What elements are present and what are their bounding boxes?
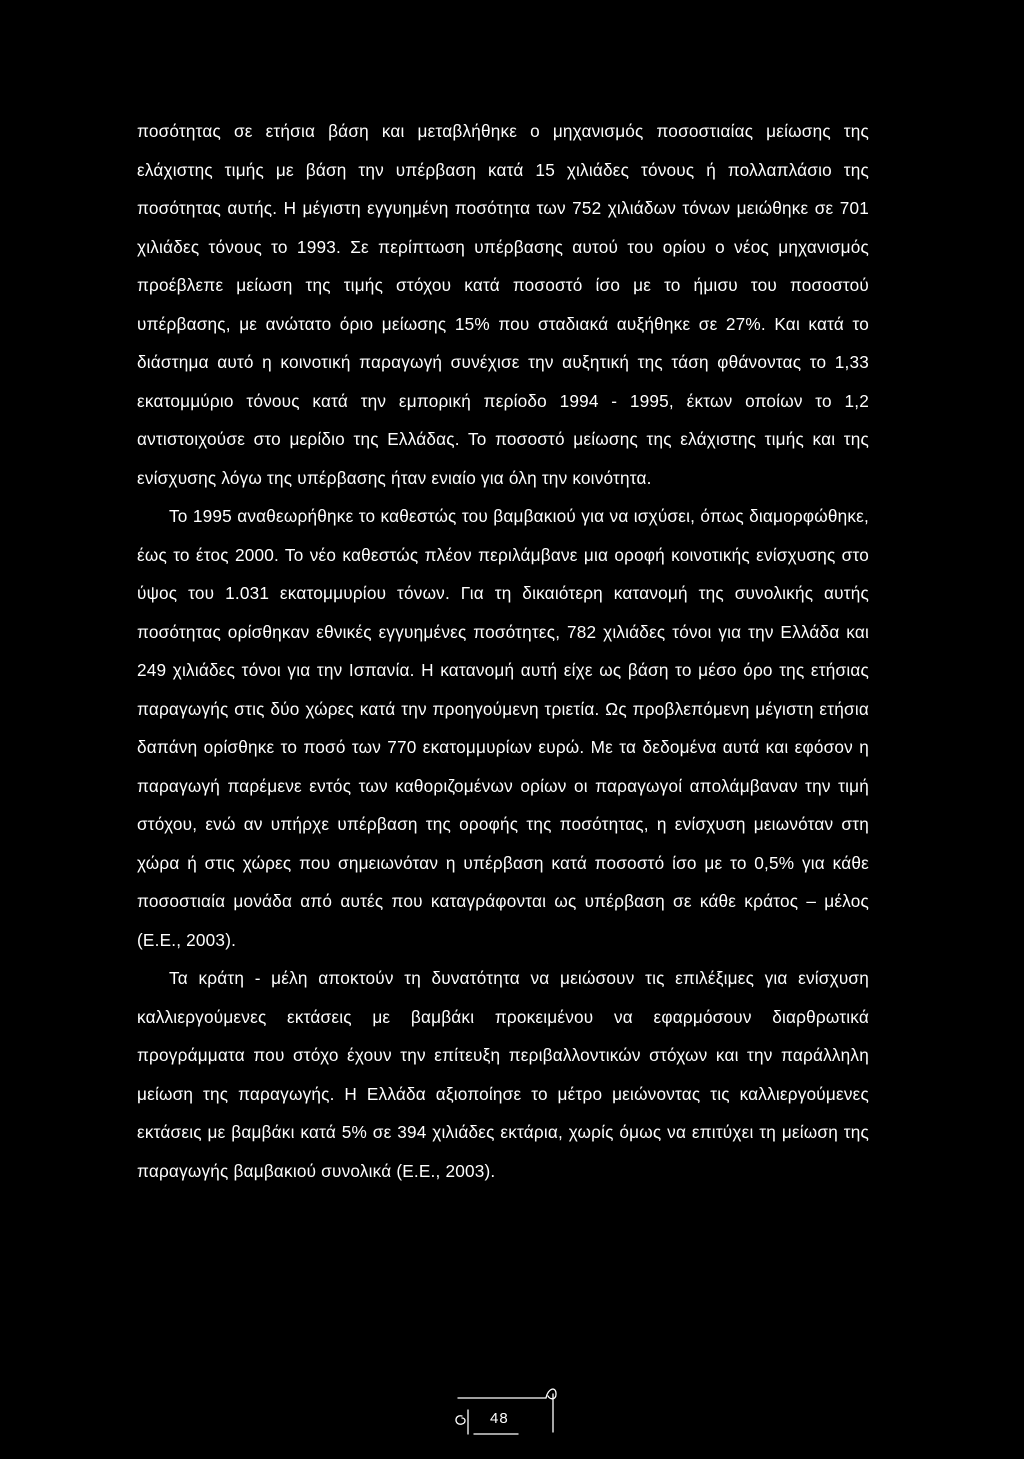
page-frame-ornament-icon bbox=[448, 1380, 568, 1436]
page-number: 48 bbox=[490, 1410, 509, 1427]
paragraph-3: Τα κράτη - μέλη αποκτούν τη δυνατότητα να μειώσουν τις επιλέξιμες για ενίσχυση καλλιεργούμενες εκτάσεις με βαμβάκι προκειμένου να εφαρμόσουν διαρθρωτικά προγράμματα που στόχο έχουν την επίτευξη περιβαλλοντικών στόχων και την παράλληλη μείωση της παραγωγής. Η Ελλάδα αξιοποίησε το μέτρο μειώνοντας τις καλλιεργούμενες εκτάσεις με βαμβάκι κατά 5% σε 394 χιλιάδες εκτάρια, χωρίς όμως να επιτύχει τη μείωση της παραγωγής βαμβακιού συνολικά (Ε.Ε., 2003). bbox=[137, 968, 869, 1181]
paragraph-1: ποσότητας σε ετήσια βάση και μεταβλήθηκε ο μηχανισμός ποσοστιαίας μείωσης της ελάχιστης τιμής με βάση την υπέρβαση κατά 15 χιλιάδες τόνους ή πολλαπλάσιο της ποσότητας αυτής. Η μέγιστη εγγυημένη ποσότητα των 752 χιλιάδων τόνων μειώθηκε σε 701 χιλιάδες τόνους το 1993. Σε περίπτωση υπέρβασης αυτού του ορίου ο νέος μηχανισμός προέβλεπε μείωση της τιμής στόχου κατά ποσοστό ίσο με το ήμισυ του ποσοστού υπέρβασης, με ανώτατο όριο μείωσης 15% που σταδιακά αυξήθηκε σε 27%. Και κατά το διάστημα αυτό η κοινοτική παραγωγή συνέχισε την αυξητική της τάση φθάνοντας το 1,33 εκατομμύριο τόνους κατά την εμπορική περίοδο 1994 - 1995, έκτων οποίων το 1,2 αντιστοιχούσε στο μερίδιο της Ελλάδας. Το ποσοστό μείωσης της ελάχιστης τιμής και της ενίσχυσης λόγω της υπέρβασης ήταν ενιαίο για όλη την κοινότητα. bbox=[137, 121, 869, 488]
page-footer bbox=[448, 1380, 568, 1436]
paragraph-2: Το 1995 αναθεωρήθηκε το καθεστώς του βαμβακιού για να ισχύσει, όπως διαμορφώθηκε, έως το έτος 2000. Το νέο καθεστώς πλέον περιλάμβανε μια οροφή κοινοτικής ενίσχυσης στο ύψος του 1.031 εκατομμυρίου τόνων. Για τη δικαιότερη κατανομή της συνολικής αυτής ποσότητας ορίσθηκαν εθνικές εγγυημένες ποσότητες, 782 χιλιάδες τόνοι για την Ελλάδα και 249 χιλιάδες τόνοι για την Ισπανία. Η κατανομή αυτή είχε ως βάση το μέσο όρο της ετήσιας παραγωγής στις δύο χώρες κατά την προηγούμενη τριετία. Ως προβλεπόμενη μέγιστη ετήσια δαπάνη ορίσθηκε το ποσό των 770 εκατομμυρίων ευρώ. Με τα δεδομένα αυτά και εφόσον η παραγωγή παρέμενε εντός των καθοριζομένων ορίων οι παραγωγοί απολάμβαναν την τιμή στόχου, ενώ αν υπήρχε υπέρβαση της οροφής της ποσότητας, η ενίσχυση μειωνόταν στη χώρα ή στις χώρες που σημειωνόταν η υπέρβαση κατά ποσοστό ίσο με το 0,5% για κάθε ποσοστιαία μονάδα από αυτές που καταγράφονται ως υπέρβαση σε κάθε κράτος – μέλος (Ε.Ε., 2003). bbox=[137, 506, 869, 950]
document-body bbox=[137, 112, 869, 1190]
